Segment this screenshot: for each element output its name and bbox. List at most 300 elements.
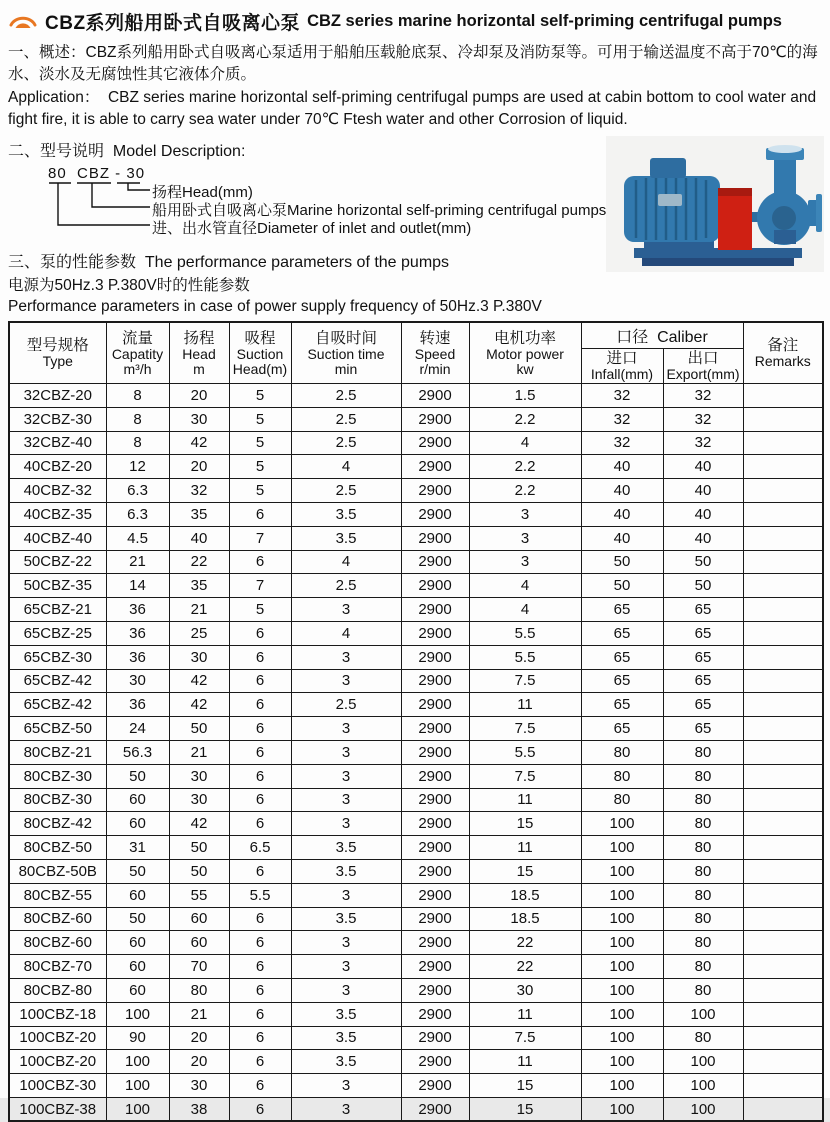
- cell-type: 80CBZ-55: [9, 883, 106, 907]
- col-header-infall-zh: 进口: [606, 350, 638, 367]
- cell-remarks: [743, 550, 823, 574]
- table-row: [9, 1050, 823, 1074]
- col-header-head-unit: m: [193, 360, 205, 377]
- model-label-pump-type: 船用卧式自吸离心泵Marine horizontal self-priming centrifugal pumps: [152, 202, 607, 219]
- cell-type: 80CBZ-70: [9, 955, 106, 979]
- col-header-type-zh: 型号规格: [26, 337, 89, 354]
- cell-infall: 80: [581, 764, 663, 788]
- col-header-motor-power: [469, 322, 581, 384]
- col-header-remarks: [743, 322, 823, 384]
- col-header-suction-time-zh: 自吸时间: [314, 329, 377, 347]
- cell-remarks: [743, 740, 823, 764]
- cell-infall: 100: [581, 812, 663, 836]
- cell-infall: 100: [581, 1074, 663, 1098]
- cell-suction_time: 4: [291, 621, 401, 645]
- cell-export: 40: [663, 479, 743, 503]
- performance-table-body: [9, 384, 823, 1122]
- cell-remarks: [743, 883, 823, 907]
- cell-export: 80: [663, 859, 743, 883]
- cell-head: 30: [169, 788, 229, 812]
- cell-motor_power: 4: [469, 598, 581, 622]
- cell-motor_power: 15: [469, 1074, 581, 1098]
- cell-head: 50: [169, 717, 229, 741]
- cell-capacity: 50: [106, 907, 169, 931]
- cell-type: 80CBZ-80: [9, 978, 106, 1002]
- cell-suction_time: 3: [291, 883, 401, 907]
- cell-infall: 100: [581, 859, 663, 883]
- cell-remarks: [743, 931, 823, 955]
- cell-capacity: 8: [106, 407, 169, 431]
- cell-remarks: [743, 455, 823, 479]
- col-header-caliber: 口径 Caliber: [581, 322, 743, 349]
- cell-infall: 65: [581, 645, 663, 669]
- cell-infall: 50: [581, 574, 663, 598]
- cell-remarks: [743, 859, 823, 883]
- table-row: [9, 384, 823, 408]
- cell-export: 40: [663, 455, 743, 479]
- cell-speed: 2900: [401, 812, 469, 836]
- col-header-head-en: Head: [182, 345, 216, 362]
- cell-capacity: 60: [106, 978, 169, 1002]
- cell-type: 100CBZ-20: [9, 1026, 106, 1050]
- cell-motor_power: 1.5: [469, 384, 581, 408]
- cell-type: 65CBZ-25: [9, 621, 106, 645]
- cell-export: 80: [663, 812, 743, 836]
- cell-suction_head: 6: [229, 740, 291, 764]
- cell-speed: 2900: [401, 574, 469, 598]
- cell-type: 32CBZ-40: [9, 431, 106, 455]
- cell-speed: 2900: [401, 883, 469, 907]
- cell-speed: 2900: [401, 526, 469, 550]
- cell-type: 32CBZ-30: [9, 407, 106, 431]
- cell-head: 42: [169, 431, 229, 455]
- table-row: [9, 693, 823, 717]
- cell-head: 20: [169, 1026, 229, 1050]
- cell-motor_power: 4: [469, 574, 581, 598]
- cell-motor_power: 22: [469, 955, 581, 979]
- cell-suction_head: 6: [229, 1074, 291, 1098]
- cell-export: 80: [663, 764, 743, 788]
- cell-type: 100CBZ-18: [9, 1002, 106, 1026]
- cell-infall: 32: [581, 431, 663, 455]
- cell-head: 25: [169, 621, 229, 645]
- cell-remarks: [743, 526, 823, 550]
- table-row: [9, 883, 823, 907]
- cell-export: 50: [663, 574, 743, 598]
- cell-suction_head: 6: [229, 693, 291, 717]
- cell-remarks: [743, 1002, 823, 1026]
- cell-speed: 2900: [401, 1074, 469, 1098]
- cell-export: 100: [663, 1074, 743, 1098]
- cell-motor_power: 11: [469, 788, 581, 812]
- cell-type: 40CBZ-35: [9, 502, 106, 526]
- cell-head: 60: [169, 931, 229, 955]
- cell-speed: 2900: [401, 1050, 469, 1074]
- cell-head: 50: [169, 836, 229, 860]
- cell-infall: 65: [581, 693, 663, 717]
- cell-suction_time: 3: [291, 717, 401, 741]
- cell-suction_time: 3: [291, 1097, 401, 1121]
- cell-head: 20: [169, 1050, 229, 1074]
- cell-head: 32: [169, 479, 229, 503]
- cell-suction_head: 6: [229, 502, 291, 526]
- cell-infall: 80: [581, 740, 663, 764]
- cell-type: 80CBZ-30: [9, 764, 106, 788]
- cell-suction_head: 6: [229, 812, 291, 836]
- table-row: [9, 550, 823, 574]
- cell-capacity: 60: [106, 955, 169, 979]
- cell-remarks: [743, 621, 823, 645]
- cell-capacity: 100: [106, 1002, 169, 1026]
- col-header-power-en: Motor power: [486, 345, 564, 362]
- cell-export: 100: [663, 1050, 743, 1074]
- cell-suction_time: 3: [291, 740, 401, 764]
- table-row: [9, 740, 823, 764]
- cell-speed: 2900: [401, 384, 469, 408]
- table-row: [9, 955, 823, 979]
- cell-suction_time: 2.5: [291, 384, 401, 408]
- cell-infall: 100: [581, 978, 663, 1002]
- cell-infall: 32: [581, 384, 663, 408]
- cell-motor_power: 18.5: [469, 883, 581, 907]
- cell-head: 55: [169, 883, 229, 907]
- cell-motor_power: 5.5: [469, 740, 581, 764]
- cell-capacity: 50: [106, 764, 169, 788]
- cell-infall: 40: [581, 479, 663, 503]
- cell-suction_time: 2.5: [291, 479, 401, 503]
- cell-head: 35: [169, 502, 229, 526]
- cell-infall: 65: [581, 598, 663, 622]
- cell-infall: 65: [581, 669, 663, 693]
- cell-motor_power: 15: [469, 812, 581, 836]
- col-header-infall: [581, 349, 663, 384]
- cell-motor_power: 15: [469, 859, 581, 883]
- cell-export: 80: [663, 907, 743, 931]
- cell-head: 42: [169, 812, 229, 836]
- cell-remarks: [743, 407, 823, 431]
- table-row: [9, 502, 823, 526]
- cell-suction_head: 6: [229, 717, 291, 741]
- cell-head: 20: [169, 384, 229, 408]
- cell-type: 65CBZ-50: [9, 717, 106, 741]
- cell-suction_time: 2.5: [291, 407, 401, 431]
- col-header-capacity-en: Capatity: [111, 345, 164, 362]
- cell-capacity: 8: [106, 431, 169, 455]
- cell-remarks: [743, 812, 823, 836]
- cell-suction_time: 4: [291, 455, 401, 479]
- cell-infall: 40: [581, 455, 663, 479]
- table-row: [9, 907, 823, 931]
- cell-suction_time: 3.5: [291, 526, 401, 550]
- table-row: [9, 1074, 823, 1098]
- cell-infall: 32: [581, 407, 663, 431]
- cell-remarks: [743, 1097, 823, 1121]
- cell-type: 100CBZ-20: [9, 1050, 106, 1074]
- cell-type: 80CBZ-50: [9, 836, 106, 860]
- performance-table: [8, 321, 824, 1122]
- cell-speed: 2900: [401, 550, 469, 574]
- cell-head: 30: [169, 1074, 229, 1098]
- page-title-en: CBZ series marine horizontal self-priming centrifugal pumps: [307, 12, 782, 30]
- cell-remarks: [743, 1050, 823, 1074]
- cell-suction_head: 6: [229, 859, 291, 883]
- cell-suction_head: 6: [229, 645, 291, 669]
- cell-suction_head: 6.5: [229, 836, 291, 860]
- performance-subtitle-en: Performance parameters in case of power supply frequency of 50Hz.3 P.380V: [8, 298, 542, 315]
- col-header-remarks-zh: 备注: [767, 337, 799, 354]
- cell-type: 32CBZ-20: [9, 384, 106, 408]
- col-header-export-en: Export(mm): [666, 366, 740, 382]
- table-row: [9, 836, 823, 860]
- cell-remarks: [743, 955, 823, 979]
- col-header-power-unit: kw: [516, 360, 534, 377]
- cell-head: 60: [169, 907, 229, 931]
- cell-export: 65: [663, 717, 743, 741]
- cell-export: 80: [663, 883, 743, 907]
- cell-suction_time: 3: [291, 598, 401, 622]
- cell-export: 50: [663, 550, 743, 574]
- cell-head: 42: [169, 669, 229, 693]
- table-row: [9, 717, 823, 741]
- pump-photo: [606, 136, 824, 272]
- col-header-suction-time-en: Suction time: [307, 345, 385, 362]
- col-header-suction-zh: 吸程: [244, 329, 276, 347]
- cell-motor_power: 22: [469, 931, 581, 955]
- cell-speed: 2900: [401, 455, 469, 479]
- cell-infall: 100: [581, 1050, 663, 1074]
- col-header-capacity-unit: m³/h: [123, 360, 152, 377]
- cell-suction_head: 6: [229, 764, 291, 788]
- cell-motor_power: 3: [469, 502, 581, 526]
- cell-speed: 2900: [401, 717, 469, 741]
- cell-remarks: [743, 669, 823, 693]
- cell-remarks: [743, 836, 823, 860]
- cell-suction_head: 5: [229, 431, 291, 455]
- cell-remarks: [743, 384, 823, 408]
- table-row: [9, 598, 823, 622]
- cell-remarks: [743, 645, 823, 669]
- cell-speed: 2900: [401, 955, 469, 979]
- cell-export: 65: [663, 621, 743, 645]
- cell-export: 80: [663, 931, 743, 955]
- cell-export: 32: [663, 407, 743, 431]
- cell-motor_power: 11: [469, 693, 581, 717]
- cell-remarks: [743, 479, 823, 503]
- sunrise-arc-icon: [8, 10, 38, 34]
- cell-speed: 2900: [401, 836, 469, 860]
- cell-export: 80: [663, 1026, 743, 1050]
- cell-type: 40CBZ-20: [9, 455, 106, 479]
- cell-capacity: 31: [106, 836, 169, 860]
- col-header-suction-time-unit: min: [334, 360, 358, 377]
- cell-speed: 2900: [401, 621, 469, 645]
- cell-motor_power: 18.5: [469, 907, 581, 931]
- table-row: [9, 574, 823, 598]
- cell-capacity: 36: [106, 645, 169, 669]
- cell-head: 30: [169, 407, 229, 431]
- cell-capacity: 60: [106, 883, 169, 907]
- table-row: [9, 931, 823, 955]
- cell-speed: 2900: [401, 502, 469, 526]
- cell-motor_power: 7.5: [469, 717, 581, 741]
- cell-type: 100CBZ-38: [9, 1097, 106, 1121]
- table-row: [9, 479, 823, 503]
- col-header-speed: [401, 322, 469, 384]
- cell-type: 65CBZ-42: [9, 693, 106, 717]
- cell-suction_time: 4: [291, 550, 401, 574]
- cell-type: 80CBZ-60: [9, 907, 106, 931]
- cell-suction_head: 6: [229, 1050, 291, 1074]
- table-row: [9, 1097, 823, 1121]
- cell-infall: 100: [581, 955, 663, 979]
- table-row: [9, 788, 823, 812]
- cell-suction_head: 6: [229, 550, 291, 574]
- cell-infall: 100: [581, 883, 663, 907]
- cell-suction_head: 5: [229, 407, 291, 431]
- col-header-suction-time: [291, 322, 401, 384]
- cell-motor_power: 11: [469, 1002, 581, 1026]
- cell-suction_time: 2.5: [291, 431, 401, 455]
- cell-type: 80CBZ-30: [9, 788, 106, 812]
- cell-motor_power: 2.2: [469, 479, 581, 503]
- cell-head: 30: [169, 764, 229, 788]
- cell-remarks: [743, 978, 823, 1002]
- cell-head: 35: [169, 574, 229, 598]
- cell-capacity: 60: [106, 788, 169, 812]
- cell-motor_power: 11: [469, 1050, 581, 1074]
- table-row: [9, 526, 823, 550]
- table-row: [9, 812, 823, 836]
- cell-capacity: 6.3: [106, 502, 169, 526]
- table-row: [9, 407, 823, 431]
- cell-capacity: 30: [106, 669, 169, 693]
- cell-export: 100: [663, 1097, 743, 1121]
- cell-remarks: [743, 1026, 823, 1050]
- table-row: [9, 645, 823, 669]
- cell-head: 21: [169, 598, 229, 622]
- col-header-type: [9, 322, 106, 384]
- col-header-speed-unit: r/min: [419, 360, 451, 377]
- cell-speed: 2900: [401, 669, 469, 693]
- cell-suction_time: 3.5: [291, 1050, 401, 1074]
- cell-suction_head: 6: [229, 907, 291, 931]
- cell-infall: 100: [581, 907, 663, 931]
- cell-suction_time: 3: [291, 669, 401, 693]
- cell-suction_head: 5: [229, 598, 291, 622]
- cell-speed: 2900: [401, 407, 469, 431]
- table-row: [9, 764, 823, 788]
- cell-suction_head: 6: [229, 788, 291, 812]
- cell-motor_power: 5.5: [469, 621, 581, 645]
- cell-speed: 2900: [401, 1097, 469, 1121]
- cell-suction_time: 3: [291, 931, 401, 955]
- overview-paragraph-zh: 一、概述：CBZ系列船用卧式自吸离心泵适用于船舶压载舱底泵、冷却泵及消防泵等。可用于输送温度不高于70℃的海水、淡水及无腐蚀性其它液体介质。: [8, 44, 818, 83]
- cell-remarks: [743, 502, 823, 526]
- cell-suction_time: 3: [291, 812, 401, 836]
- cell-speed: 2900: [401, 431, 469, 455]
- cell-head: 38: [169, 1097, 229, 1121]
- col-header-head-zh: 扬程: [183, 329, 215, 347]
- cell-suction_time: 3: [291, 764, 401, 788]
- table-row: [9, 431, 823, 455]
- page-header: [8, 8, 822, 35]
- cell-suction_head: 6: [229, 931, 291, 955]
- cell-infall: 65: [581, 621, 663, 645]
- cell-infall: 100: [581, 1002, 663, 1026]
- cell-speed: 2900: [401, 978, 469, 1002]
- cell-remarks: [743, 764, 823, 788]
- cell-speed: 2900: [401, 931, 469, 955]
- cell-speed: 2900: [401, 1002, 469, 1026]
- cell-suction_time: 3: [291, 1074, 401, 1098]
- cell-suction_time: 3: [291, 978, 401, 1002]
- col-header-head: [169, 322, 229, 384]
- cell-remarks: [743, 574, 823, 598]
- cell-infall: 40: [581, 502, 663, 526]
- cell-capacity: 90: [106, 1026, 169, 1050]
- cell-capacity: 36: [106, 598, 169, 622]
- cell-capacity: 100: [106, 1050, 169, 1074]
- cell-motor_power: 11: [469, 836, 581, 860]
- cell-speed: 2900: [401, 788, 469, 812]
- cell-type: 80CBZ-42: [9, 812, 106, 836]
- cell-motor_power: 7.5: [469, 669, 581, 693]
- cell-speed: 2900: [401, 1026, 469, 1050]
- cell-remarks: [743, 1074, 823, 1098]
- cell-type: 65CBZ-42: [9, 669, 106, 693]
- cell-suction_time: 2.5: [291, 574, 401, 598]
- cell-export: 65: [663, 598, 743, 622]
- col-header-remarks-en: Remarks: [754, 353, 811, 369]
- col-header-export-zh: 出口: [687, 350, 719, 367]
- cell-type: 80CBZ-50B: [9, 859, 106, 883]
- cell-export: 100: [663, 1002, 743, 1026]
- col-header-export: [663, 349, 743, 384]
- cell-remarks: [743, 598, 823, 622]
- cell-head: 42: [169, 693, 229, 717]
- cell-type: 80CBZ-21: [9, 740, 106, 764]
- col-header-infall-en: Infall(mm): [590, 366, 654, 382]
- cell-suction_head: 5: [229, 479, 291, 503]
- cell-motor_power: 7.5: [469, 1026, 581, 1050]
- cell-motor_power: 4: [469, 431, 581, 455]
- cell-capacity: 14: [106, 574, 169, 598]
- cell-remarks: [743, 717, 823, 741]
- cell-suction_time: 3.5: [291, 907, 401, 931]
- cell-type: 80CBZ-60: [9, 931, 106, 955]
- cell-capacity: 100: [106, 1097, 169, 1121]
- cell-suction_time: 2.5: [291, 693, 401, 717]
- cell-speed: 2900: [401, 907, 469, 931]
- cell-export: 32: [663, 431, 743, 455]
- cell-type: 65CBZ-30: [9, 645, 106, 669]
- col-header-suction: [229, 322, 291, 384]
- application-paragraph-en: Application： CBZ series marine horizontal self-priming centrifugal pumps are used at cabin bottom to cool water and fight fire, it is able to carry sea water under 70℃ Ftesh water and other Corrosion of liquid.: [8, 89, 821, 128]
- cell-export: 80: [663, 788, 743, 812]
- cell-head: 80: [169, 978, 229, 1002]
- cell-type: 65CBZ-21: [9, 598, 106, 622]
- cell-capacity: 36: [106, 693, 169, 717]
- cell-remarks: [743, 693, 823, 717]
- cell-suction_time: 3.5: [291, 1026, 401, 1050]
- cell-head: 20: [169, 455, 229, 479]
- cell-infall: 40: [581, 526, 663, 550]
- cell-capacity: 4.5: [106, 526, 169, 550]
- cell-export: 65: [663, 693, 743, 717]
- cell-capacity: 60: [106, 931, 169, 955]
- cell-suction_head: 6: [229, 621, 291, 645]
- cell-head: 22: [169, 550, 229, 574]
